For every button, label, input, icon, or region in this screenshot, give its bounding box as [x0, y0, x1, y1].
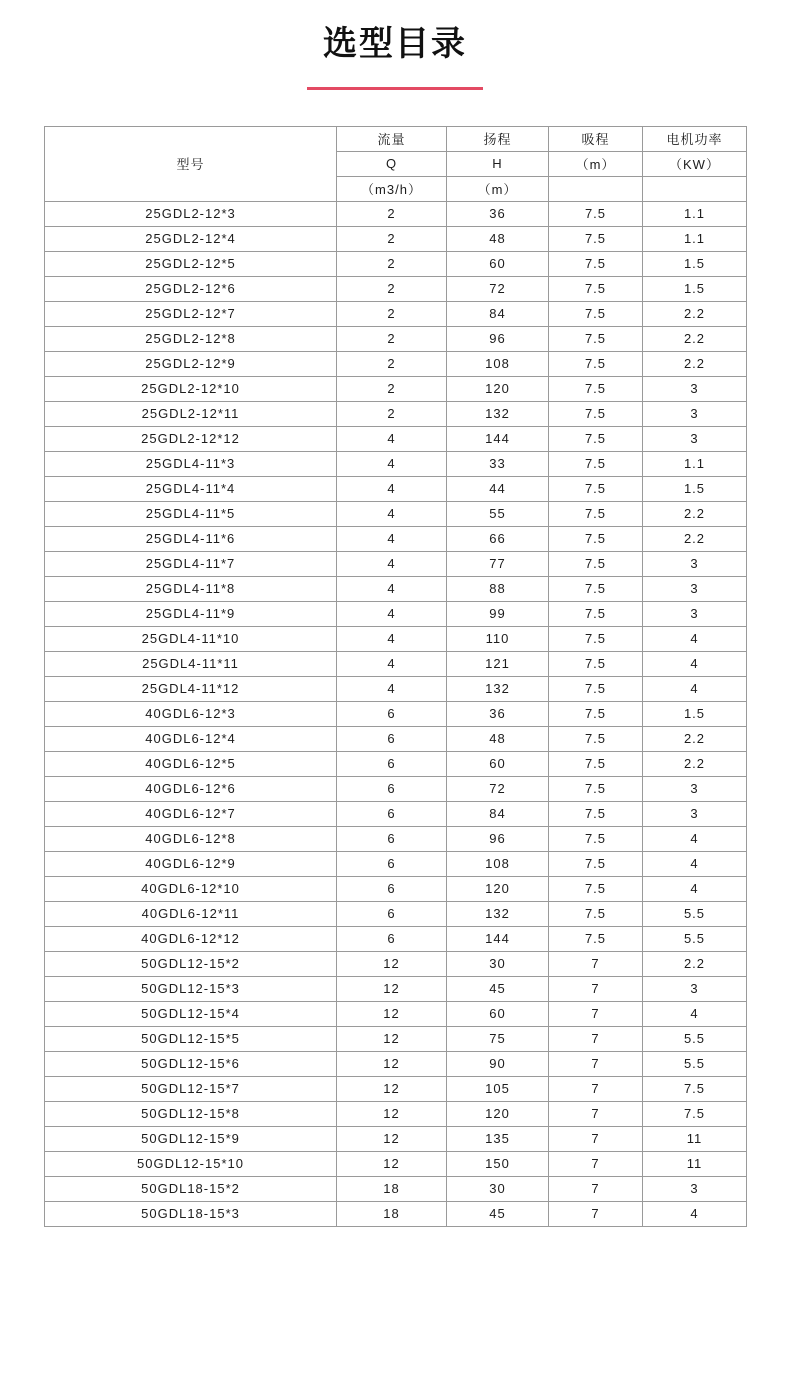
cell-flow: 6 [337, 701, 447, 726]
table-row [45, 676, 747, 701]
cell-suction: 7.5 [549, 551, 643, 576]
cell-suction: 7.5 [549, 226, 643, 251]
cell-power: 4 [643, 1201, 747, 1226]
cell-flow: 4 [337, 601, 447, 626]
column-header-suction: 吸程 [549, 126, 643, 151]
cell-head: 90 [447, 1051, 549, 1076]
cell-head: 144 [447, 426, 549, 451]
cell-head: 75 [447, 1026, 549, 1051]
table-row [45, 1101, 747, 1126]
cell-head: 84 [447, 301, 549, 326]
cell-suction: 7 [549, 1026, 643, 1051]
table-row [45, 726, 747, 751]
cell-power: 3 [643, 426, 747, 451]
cell-power: 4 [643, 876, 747, 901]
cell-head: 33 [447, 451, 549, 476]
cell-model: 25GDL4-11*6 [45, 526, 337, 551]
cell-head: 105 [447, 1076, 549, 1101]
cell-head: 48 [447, 226, 549, 251]
cell-model: 25GDL4-11*3 [45, 451, 337, 476]
cell-model: 40GDL6-12*10 [45, 876, 337, 901]
cell-suction: 7 [549, 1151, 643, 1176]
cell-model: 25GDL2-12*9 [45, 351, 337, 376]
cell-model: 25GDL2-12*4 [45, 226, 337, 251]
cell-model: 25GDL2-12*12 [45, 426, 337, 451]
cell-suction: 7.5 [549, 626, 643, 651]
cell-power: 11 [643, 1151, 747, 1176]
cell-power: 2.2 [643, 501, 747, 526]
column-header-suction-blank [549, 176, 643, 201]
cell-flow: 4 [337, 676, 447, 701]
cell-power: 3 [643, 576, 747, 601]
cell-model: 50GDL12-15*10 [45, 1151, 337, 1176]
cell-head: 121 [447, 651, 549, 676]
table-row [45, 201, 747, 226]
cell-suction: 7 [549, 951, 643, 976]
table-row [45, 951, 747, 976]
table-row [45, 751, 747, 776]
cell-flow: 4 [337, 651, 447, 676]
cell-power: 2.2 [643, 951, 747, 976]
cell-flow: 2 [337, 351, 447, 376]
cell-flow: 12 [337, 976, 447, 1001]
table-row [45, 451, 747, 476]
cell-flow: 2 [337, 376, 447, 401]
cell-power: 4 [643, 651, 747, 676]
cell-model: 25GDL2-12*5 [45, 251, 337, 276]
cell-head: 120 [447, 1101, 549, 1126]
cell-power: 1.1 [643, 226, 747, 251]
table-row [45, 1051, 747, 1076]
cell-flow: 2 [337, 251, 447, 276]
cell-head: 77 [447, 551, 549, 576]
cell-power: 3 [643, 401, 747, 426]
cell-model: 40GDL6-12*7 [45, 801, 337, 826]
cell-suction: 7.5 [549, 751, 643, 776]
cell-suction: 7.5 [549, 476, 643, 501]
table-row [45, 976, 747, 1001]
cell-power: 3 [643, 1176, 747, 1201]
specification-table [44, 126, 747, 1227]
cell-head: 30 [447, 1176, 549, 1201]
cell-head: 110 [447, 626, 549, 651]
cell-model: 25GDL4-11*5 [45, 501, 337, 526]
cell-head: 30 [447, 951, 549, 976]
cell-head: 48 [447, 726, 549, 751]
table-row [45, 1201, 747, 1226]
cell-flow: 4 [337, 426, 447, 451]
cell-suction: 7.5 [549, 501, 643, 526]
cell-suction: 7.5 [549, 826, 643, 851]
cell-head: 66 [447, 526, 549, 551]
cell-suction: 7.5 [549, 401, 643, 426]
cell-model: 25GDL2-12*8 [45, 326, 337, 351]
cell-flow: 4 [337, 476, 447, 501]
cell-flow: 18 [337, 1201, 447, 1226]
cell-flow: 6 [337, 926, 447, 951]
table-row [45, 1026, 747, 1051]
cell-power: 1.1 [643, 451, 747, 476]
cell-model: 25GDL2-12*11 [45, 401, 337, 426]
cell-suction: 7.5 [549, 801, 643, 826]
cell-suction: 7.5 [549, 526, 643, 551]
table-row [45, 851, 747, 876]
cell-flow: 12 [337, 1051, 447, 1076]
cell-power: 5.5 [643, 901, 747, 926]
cell-model: 25GDL4-11*10 [45, 626, 337, 651]
cell-suction: 7.5 [549, 876, 643, 901]
cell-head: 144 [447, 926, 549, 951]
column-header-suction-unit: （m） [549, 151, 643, 176]
column-header-head: 扬程 [447, 126, 549, 151]
cell-suction: 7 [549, 1001, 643, 1026]
table-row [45, 401, 747, 426]
cell-head: 60 [447, 1001, 549, 1026]
cell-suction: 7.5 [549, 776, 643, 801]
cell-power: 3 [643, 601, 747, 626]
cell-model: 40GDL6-12*12 [45, 926, 337, 951]
table-row [45, 776, 747, 801]
cell-model: 40GDL6-12*8 [45, 826, 337, 851]
cell-power: 2.2 [643, 726, 747, 751]
table-row [45, 476, 747, 501]
cell-head: 108 [447, 851, 549, 876]
cell-flow: 6 [337, 801, 447, 826]
cell-suction: 7.5 [549, 901, 643, 926]
cell-flow: 6 [337, 751, 447, 776]
column-header-power: 电机功率 [643, 126, 747, 151]
cell-power: 4 [643, 626, 747, 651]
cell-model: 40GDL6-12*6 [45, 776, 337, 801]
cell-power: 1.5 [643, 276, 747, 301]
cell-power: 4 [643, 826, 747, 851]
cell-head: 96 [447, 326, 549, 351]
cell-suction: 7.5 [549, 351, 643, 376]
cell-flow: 18 [337, 1176, 447, 1201]
cell-model: 40GDL6-12*4 [45, 726, 337, 751]
cell-model: 50GDL12-15*7 [45, 1076, 337, 1101]
cell-suction: 7.5 [549, 701, 643, 726]
cell-head: 88 [447, 576, 549, 601]
title-underline-rule [307, 87, 483, 90]
cell-suction: 7.5 [549, 676, 643, 701]
cell-head: 36 [447, 201, 549, 226]
cell-power: 7.5 [643, 1101, 747, 1126]
cell-model: 40GDL6-12*9 [45, 851, 337, 876]
cell-power: 1.5 [643, 476, 747, 501]
table-body [45, 201, 747, 1226]
cell-suction: 7.5 [549, 851, 643, 876]
cell-model: 50GDL18-15*2 [45, 1176, 337, 1201]
cell-model: 50GDL12-15*3 [45, 976, 337, 1001]
cell-power: 11 [643, 1126, 747, 1151]
cell-head: 132 [447, 901, 549, 926]
cell-suction: 7.5 [549, 251, 643, 276]
cell-flow: 12 [337, 951, 447, 976]
cell-suction: 7 [549, 1126, 643, 1151]
cell-suction: 7.5 [549, 601, 643, 626]
page-title: 选型目录 [323, 25, 467, 63]
cell-power: 5.5 [643, 1026, 747, 1051]
table-row [45, 1001, 747, 1026]
cell-power: 3 [643, 801, 747, 826]
cell-power: 2.2 [643, 751, 747, 776]
column-header-flow-symbol: Q [337, 151, 447, 176]
column-header-power-blank [643, 176, 747, 201]
table-row [45, 1151, 747, 1176]
cell-model: 25GDL4-11*11 [45, 651, 337, 676]
cell-flow: 6 [337, 726, 447, 751]
table-row [45, 276, 747, 301]
cell-head: 44 [447, 476, 549, 501]
cell-power: 3 [643, 376, 747, 401]
table-row [45, 226, 747, 251]
cell-flow: 2 [337, 401, 447, 426]
table-row [45, 576, 747, 601]
cell-flow: 6 [337, 901, 447, 926]
cell-flow: 2 [337, 301, 447, 326]
table-row [45, 926, 747, 951]
cell-head: 96 [447, 826, 549, 851]
table-row [45, 551, 747, 576]
cell-suction: 7.5 [549, 926, 643, 951]
cell-suction: 7 [549, 976, 643, 1001]
cell-model: 25GDL2-12*6 [45, 276, 337, 301]
cell-flow: 4 [337, 526, 447, 551]
column-header-model: 型号 [45, 126, 337, 201]
table-row [45, 251, 747, 276]
cell-power: 5.5 [643, 1051, 747, 1076]
cell-flow: 12 [337, 1076, 447, 1101]
cell-model: 50GDL12-15*8 [45, 1101, 337, 1126]
table-row [45, 326, 747, 351]
cell-power: 7.5 [643, 1076, 747, 1101]
cell-model: 25GDL4-11*9 [45, 601, 337, 626]
cell-suction: 7 [549, 1101, 643, 1126]
cell-head: 72 [447, 276, 549, 301]
cell-head: 120 [447, 876, 549, 901]
cell-model: 40GDL6-12*3 [45, 701, 337, 726]
cell-model: 25GDL4-11*4 [45, 476, 337, 501]
cell-head: 84 [447, 801, 549, 826]
table-row [45, 801, 747, 826]
cell-suction: 7.5 [549, 451, 643, 476]
cell-suction: 7.5 [549, 426, 643, 451]
cell-head: 60 [447, 251, 549, 276]
table-row [45, 376, 747, 401]
table-row [45, 876, 747, 901]
table-row [45, 651, 747, 676]
table-row [45, 426, 747, 451]
cell-flow: 4 [337, 501, 447, 526]
cell-power: 3 [643, 976, 747, 1001]
table-row [45, 701, 747, 726]
table-header [45, 126, 747, 201]
cell-model: 50GDL12-15*9 [45, 1126, 337, 1151]
cell-model: 40GDL6-12*5 [45, 751, 337, 776]
cell-flow: 2 [337, 201, 447, 226]
cell-flow: 2 [337, 326, 447, 351]
table-row [45, 351, 747, 376]
cell-head: 36 [447, 701, 549, 726]
cell-head: 60 [447, 751, 549, 776]
column-header-flow: 流量 [337, 126, 447, 151]
cell-head: 108 [447, 351, 549, 376]
column-header-head-unit: （m） [447, 176, 549, 201]
table-row [45, 626, 747, 651]
cell-head: 45 [447, 1201, 549, 1226]
cell-suction: 7 [549, 1176, 643, 1201]
cell-model: 50GDL12-15*6 [45, 1051, 337, 1076]
cell-flow: 4 [337, 626, 447, 651]
cell-suction: 7.5 [549, 326, 643, 351]
cell-head: 132 [447, 676, 549, 701]
cell-power: 1.1 [643, 201, 747, 226]
table-row [45, 826, 747, 851]
cell-power: 1.5 [643, 251, 747, 276]
table-row [45, 1176, 747, 1201]
cell-model: 25GDL4-11*8 [45, 576, 337, 601]
cell-model: 25GDL4-11*7 [45, 551, 337, 576]
table-row [45, 1126, 747, 1151]
cell-flow: 6 [337, 876, 447, 901]
cell-power: 5.5 [643, 926, 747, 951]
cell-power: 2.2 [643, 351, 747, 376]
cell-flow: 6 [337, 851, 447, 876]
cell-power: 4 [643, 1001, 747, 1026]
cell-suction: 7 [549, 1201, 643, 1226]
cell-flow: 4 [337, 551, 447, 576]
cell-flow: 12 [337, 1001, 447, 1026]
table-row [45, 301, 747, 326]
cell-model: 40GDL6-12*11 [45, 901, 337, 926]
cell-flow: 4 [337, 576, 447, 601]
cell-head: 135 [447, 1126, 549, 1151]
cell-model: 25GDL2-12*7 [45, 301, 337, 326]
table-row [45, 901, 747, 926]
cell-suction: 7.5 [549, 301, 643, 326]
cell-suction: 7 [549, 1076, 643, 1101]
cell-power: 2.2 [643, 526, 747, 551]
cell-model: 50GDL18-15*3 [45, 1201, 337, 1226]
table-header-row-1 [45, 126, 747, 151]
cell-flow: 12 [337, 1151, 447, 1176]
cell-flow: 2 [337, 276, 447, 301]
cell-suction: 7.5 [549, 276, 643, 301]
cell-model: 50GDL12-15*5 [45, 1026, 337, 1051]
cell-flow: 12 [337, 1026, 447, 1051]
column-header-flow-unit: （m3/h） [337, 176, 447, 201]
cell-head: 120 [447, 376, 549, 401]
cell-suction: 7.5 [549, 201, 643, 226]
cell-model: 25GDL2-12*3 [45, 201, 337, 226]
cell-power: 2.2 [643, 326, 747, 351]
cell-model: 50GDL12-15*2 [45, 951, 337, 976]
spec-table-container [44, 126, 746, 1227]
cell-head: 45 [447, 976, 549, 1001]
table-row [45, 501, 747, 526]
cell-head: 55 [447, 501, 549, 526]
cell-model: 25GDL4-11*12 [45, 676, 337, 701]
cell-model: 50GDL12-15*4 [45, 1001, 337, 1026]
cell-flow: 12 [337, 1126, 447, 1151]
cell-model: 25GDL2-12*10 [45, 376, 337, 401]
cell-suction: 7.5 [549, 376, 643, 401]
cell-power: 3 [643, 776, 747, 801]
cell-power: 2.2 [643, 301, 747, 326]
cell-flow: 6 [337, 776, 447, 801]
cell-flow: 6 [337, 826, 447, 851]
column-header-head-symbol: H [447, 151, 549, 176]
cell-suction: 7.5 [549, 651, 643, 676]
cell-flow: 12 [337, 1101, 447, 1126]
table-row [45, 601, 747, 626]
cell-power: 4 [643, 851, 747, 876]
cell-suction: 7.5 [549, 726, 643, 751]
table-row [45, 526, 747, 551]
cell-head: 150 [447, 1151, 549, 1176]
cell-head: 99 [447, 601, 549, 626]
title-block [0, 0, 790, 90]
cell-flow: 4 [337, 451, 447, 476]
cell-head: 72 [447, 776, 549, 801]
column-header-power-unit: （KW） [643, 151, 747, 176]
table-row [45, 1076, 747, 1101]
cell-power: 3 [643, 551, 747, 576]
cell-suction: 7.5 [549, 576, 643, 601]
cell-power: 4 [643, 676, 747, 701]
cell-flow: 2 [337, 226, 447, 251]
cell-head: 132 [447, 401, 549, 426]
cell-power: 1.5 [643, 701, 747, 726]
cell-suction: 7 [549, 1051, 643, 1076]
